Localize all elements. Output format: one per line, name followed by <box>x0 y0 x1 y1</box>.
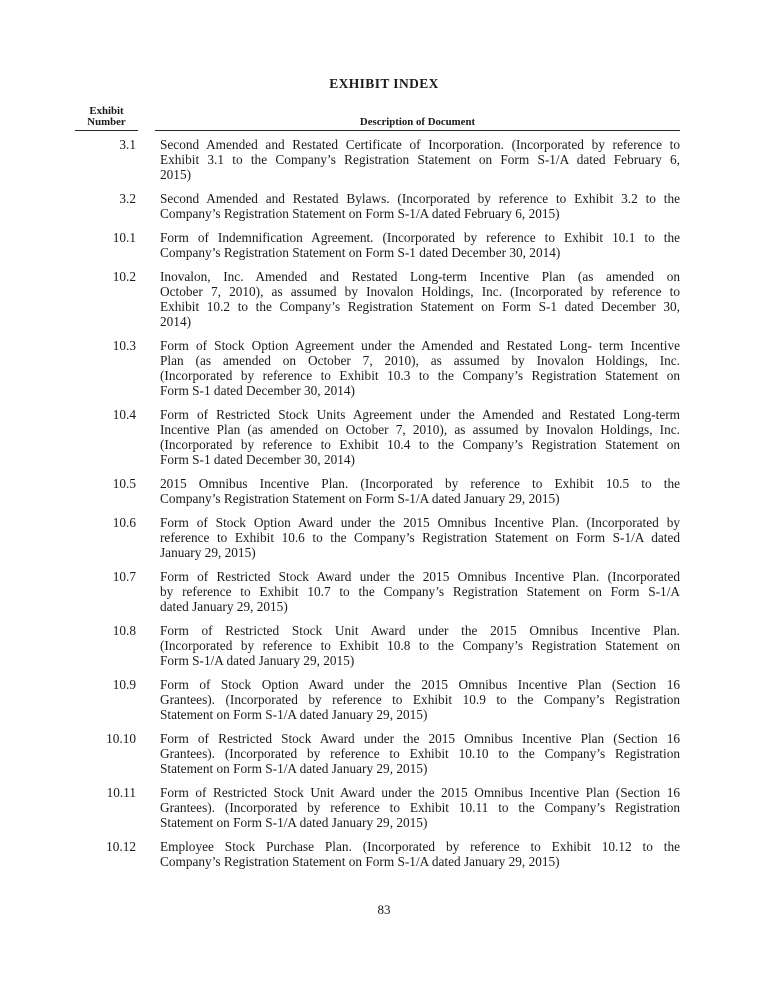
exhibit-row <box>75 476 680 506</box>
row-column-gap <box>138 407 155 467</box>
row-column-gap <box>138 839 155 869</box>
exhibit-description-cell <box>155 731 680 776</box>
row-column-gap <box>138 137 155 182</box>
table-header-row <box>75 106 680 131</box>
description-line: Company’s Registration Statement on Form S-1/A dated January 29, 2015) <box>160 854 560 869</box>
description-line: Form of Stock Option Award under the 2015 Omnibus Incentive Plan. (Incorporated by <box>160 515 680 530</box>
exhibit-row <box>75 191 680 221</box>
exhibit-row <box>75 569 680 614</box>
description-line: Statement on Form S-1/A dated January 29, 2015) <box>160 761 428 776</box>
description-line: Statement on Form S-1/A dated January 29, 2015) <box>160 815 428 830</box>
description-line: Form S-1/A dated January 29, 2015) <box>160 653 355 668</box>
exhibit-row <box>75 338 680 398</box>
row-column-gap <box>138 230 155 260</box>
description-line: Form of Stock Option Award under the 2015 Omnibus Incentive Plan (Section 16 <box>160 677 680 692</box>
exhibit-row <box>75 731 680 776</box>
description-line: (Incorporated by reference to Exhibit 10.4 to the Company’s Registration Statement on <box>160 437 680 452</box>
description-line: Form S-1 dated December 30, 2014) <box>160 452 355 467</box>
description-line: Grantees). (Incorporated by reference to Exhibit 10.11 to the Company’s Registration <box>160 800 680 815</box>
description-line: Plan (as amended on October 7, 2010), as assumed by Inovalon Holdings, Inc. <box>160 353 680 368</box>
exhibit-number-cell: 10.12 <box>106 839 136 854</box>
exhibit-description-cell <box>155 839 680 869</box>
exhibit-row <box>75 785 680 830</box>
exhibit-number-cell: 10.8 <box>112 623 136 638</box>
description-line: Form of Stock Option Agreement under the Amended and Restated Long- term Incentive <box>160 338 680 353</box>
exhibit-row <box>75 230 680 260</box>
exhibit-description-cell <box>155 623 680 668</box>
description-line: Company’s Registration Statement on Form S-1/A dated January 29, 2015) <box>160 491 560 506</box>
description-line: by reference to Exhibit 10.7 to the Company’s Registration Statement on Form S-1/A <box>160 584 680 599</box>
exhibit-row <box>75 137 680 182</box>
row-column-gap <box>138 677 155 722</box>
row-column-gap <box>138 269 155 329</box>
description-line: Grantees). (Incorporated by reference to Exhibit 10.10 to the Company’s Registration <box>160 746 680 761</box>
description-line: Incentive Plan (as amended on October 7, 2010), as assumed by Inovalon Holdings, Inc. <box>160 422 680 437</box>
row-column-gap <box>138 623 155 668</box>
description-line: Company’s Registration Statement on Form S-1 dated December 30, 2014) <box>160 245 561 260</box>
description-line: October 7, 2010), as assumed by Inovalon Holdings, Inc. (Incorporated by reference to <box>160 284 680 299</box>
exhibit-number-cell: 10.7 <box>112 569 136 584</box>
description-line: Statement on Form S-1/A dated January 29, 2015) <box>160 707 428 722</box>
description-line: Grantees). (Incorporated by reference to Exhibit 10.9 to the Company’s Registration <box>160 692 680 707</box>
exhibit-description-cell <box>155 338 680 398</box>
exhibit-description-cell <box>155 515 680 560</box>
page-title: EXHIBIT INDEX <box>329 76 439 91</box>
description-column-header: Description of Document <box>155 117 680 131</box>
exhibit-row <box>75 515 680 560</box>
exhibit-description-cell <box>155 230 680 260</box>
description-line: Form of Restricted Stock Award under the 2015 Omnibus Incentive Plan. (Incorporated <box>160 569 680 584</box>
exhibit-description-cell <box>155 191 680 221</box>
description-line: (Incorporated by reference to Exhibit 10.3 to the Company’s Registration Statement on <box>160 368 680 383</box>
description-line: Exhibit 3.1 to the Company’s Registration Statement on Form S-1/A dated February 6, <box>160 152 680 167</box>
description-line: Form of Indemnification Agreement. (Incorporated by reference to Exhibit 10.1 to the <box>160 230 680 245</box>
exhibit-row <box>75 839 680 869</box>
page-number: 83 <box>377 902 391 917</box>
row-column-gap <box>138 515 155 560</box>
row-column-gap <box>138 569 155 614</box>
exhibit-number-cell: 3.2 <box>119 191 136 206</box>
description-line: Form of Restricted Stock Unit Award under the 2015 Omnibus Incentive Plan. <box>160 623 680 638</box>
description-line: Form S-1 dated December 30, 2014) <box>160 383 355 398</box>
exhibit-row <box>75 677 680 722</box>
description-line: Second Amended and Restated Certificate of Incorporation. (Incorporated by reference to <box>160 137 680 152</box>
description-line: Form of Restricted Stock Unit Award under the 2015 Omnibus Incentive Plan (Section 16 <box>160 785 680 800</box>
exhibit-number-cell: 10.1 <box>112 230 136 245</box>
exhibit-description-cell <box>155 407 680 467</box>
exhibit-number-header-line1: Exhibit <box>89 105 124 117</box>
exhibit-number-cell: 10.11 <box>106 785 136 800</box>
description-line: 2015 Omnibus Incentive Plan. (Incorporated by reference to Exhibit 10.5 to the <box>160 476 680 491</box>
description-line: January 29, 2015) <box>160 545 256 560</box>
description-line: (Incorporated by reference to Exhibit 10.8 to the Company’s Registration Statement on <box>160 638 680 653</box>
exhibit-number-cell: 10.9 <box>112 677 136 692</box>
row-column-gap <box>138 476 155 506</box>
exhibit-number-header-line2: Number <box>87 116 126 128</box>
row-column-gap <box>138 731 155 776</box>
description-line: Inovalon, Inc. Amended and Restated Long-term Incentive Plan (as amended on <box>160 269 680 284</box>
exhibit-index-table <box>75 106 680 869</box>
description-line: 2015) <box>160 167 192 182</box>
exhibit-number-cell: 10.2 <box>112 269 136 284</box>
exhibit-number-cell: 3.1 <box>119 137 136 152</box>
exhibit-row <box>75 407 680 467</box>
row-column-gap <box>138 785 155 830</box>
description-line: Form of Restricted Stock Award under the 2015 Omnibus Incentive Plan (Section 16 <box>160 731 680 746</box>
description-line: dated January 29, 2015) <box>160 599 288 614</box>
row-column-gap <box>138 338 155 398</box>
exhibit-number-cell: 10.5 <box>112 476 136 491</box>
description-line: Form of Restricted Stock Units Agreement under the Amended and Restated Long-term <box>160 407 680 422</box>
exhibit-number-cell: 10.10 <box>106 731 136 746</box>
description-line: 2014) <box>160 314 192 329</box>
exhibit-row <box>75 269 680 329</box>
exhibit-description-cell <box>155 137 680 182</box>
exhibit-number-cell: 10.4 <box>112 407 136 422</box>
exhibit-number-cell: 10.6 <box>112 515 136 530</box>
table-body <box>75 131 680 869</box>
exhibit-row <box>75 623 680 668</box>
description-line: Company’s Registration Statement on Form S-1/A dated February 6, 2015) <box>160 206 560 221</box>
exhibit-description-cell <box>155 476 680 506</box>
description-line: Second Amended and Restated Bylaws. (Incorporated by reference to Exhibit 3.2 to the <box>160 191 680 206</box>
exhibit-description-cell <box>155 677 680 722</box>
exhibit-description-cell <box>155 269 680 329</box>
description-line: Exhibit 10.2 to the Company’s Registration Statement on Form S-1 dated December 30, <box>160 299 680 314</box>
exhibit-number-column-header <box>75 106 138 131</box>
description-line: reference to Exhibit 10.6 to the Company’s Registration Statement on Form S-1/A dated <box>160 530 680 545</box>
exhibit-number-cell: 10.3 <box>112 338 136 353</box>
row-column-gap <box>138 191 155 221</box>
exhibit-description-cell <box>155 569 680 614</box>
exhibit-description-cell <box>155 785 680 830</box>
description-line: Employee Stock Purchase Plan. (Incorporated by reference to Exhibit 10.12 to the <box>160 839 680 854</box>
